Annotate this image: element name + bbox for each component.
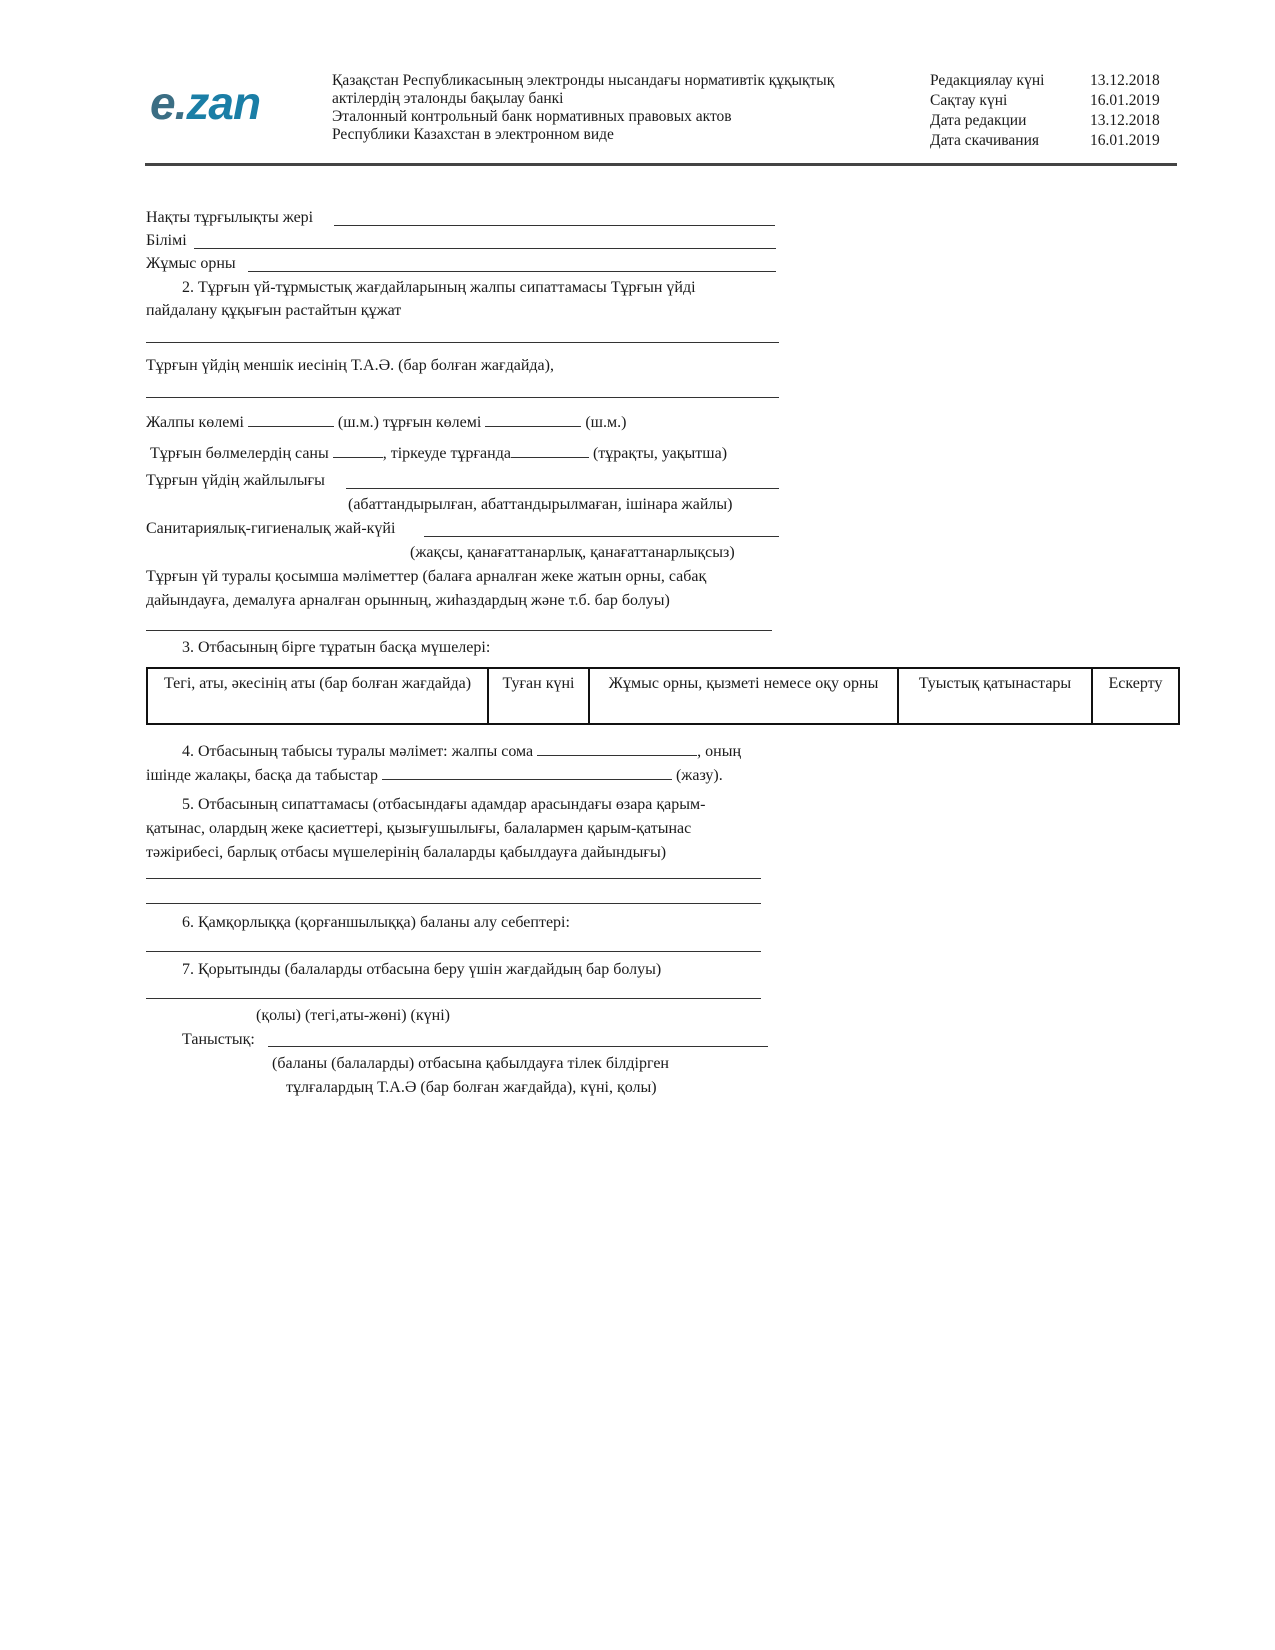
education-label: Білімі [146, 232, 187, 249]
comfort-blank [346, 488, 779, 489]
acquainted-label: Таныстық: [182, 1031, 255, 1048]
section6-heading: 6. Қамқорлыққа (қорғаншылыққа) баланы алу себептері: [182, 914, 570, 931]
workplace-blank [248, 271, 776, 272]
residence-label: Нақты тұрғылықты жері [146, 209, 314, 226]
living-area-blank [485, 410, 581, 427]
section4-heading: 4. Отбасының табысы туралы мәлімет: жалпы сома [182, 743, 534, 760]
comfort-label: Тұрғын үйдің жайлылығы [146, 472, 325, 489]
acquainted-blank [268, 1046, 768, 1047]
section2-heading-cont: пайдалану құқығын растайтын құжат [146, 302, 402, 319]
column-header-workplace: Жұмыс орны, қызметі немесе оқу орны [589, 668, 898, 724]
acquainted-hint: (баланы (балаларды) отбасына қабылдауға тілек білдірген [272, 1055, 669, 1072]
logo-prefix: e. [150, 77, 187, 129]
column-header-note: Ескерту [1092, 668, 1179, 724]
meta-value: 13.12.2018 [1090, 112, 1160, 129]
sanitary-label: Санитариялық-гигиеналық жай-күйі [146, 520, 396, 537]
area-row [146, 410, 626, 433]
header-title-kz-2: актілердің эталонды бақылау банкі [332, 90, 564, 107]
header-title-kz-1: Қазақстан Республикасының электронды нысандағы нормативтік құқықтық [332, 72, 835, 89]
section5-heading: 5. Отбасының сипаттамасы (отбасындағы адамдар арасындағы өзара қарым- [182, 796, 706, 813]
section4-row-2 [146, 763, 723, 786]
header-title-ru-2: Республики Казахстан в электронном виде [332, 126, 614, 143]
rooms-label: Тұрғын бөлмелердің саны [150, 445, 329, 462]
total-income-blank [537, 739, 697, 756]
section2-heading: 2. Тұрғын үй-тұрмыстық жағдайларының жалпы сипаттамасы Тұрғын үйді [182, 279, 696, 296]
section7-heading: 7. Қорытынды (балаларды отбасына беру үшін жағдайдың бар болуы) [182, 961, 662, 978]
registered-blank [511, 441, 589, 458]
meta-label: Дата редакции [930, 112, 1027, 129]
section5-heading-cont-2: тәжірибесі, барлық отбасы мүшелерінің балаларды қабылдауға дайындығы) [146, 844, 667, 861]
education-blank [194, 248, 776, 249]
meta-label: Дата скачивания [930, 132, 1040, 149]
signature-hint: (қолы) (тегі,аты-жөні) (күні) [256, 1007, 450, 1024]
section4-write-hint: (жазу). [675, 767, 723, 784]
column-header-relation: Туыстық қатынастары [898, 668, 1092, 724]
area-total-label: Жалпы көлемі [146, 414, 244, 431]
area-total-blank [248, 410, 334, 427]
acquainted-hint-cont: тұлғалардың Т.А.Ә (бар болған жағдайда), күні, қолы) [286, 1079, 657, 1096]
column-header-name: Тегі, аты, әкесінің аты (бар болған жағдайда) [147, 668, 488, 724]
section4-row [182, 739, 741, 762]
additional-info-blank [146, 630, 772, 631]
other-income-blank [382, 763, 672, 780]
ezan-logo [150, 78, 260, 128]
header-title-ru-1: Эталонный контрольный банк нормативных правовых актов [332, 108, 732, 125]
area-unit-2: (ш.м.) [585, 414, 627, 431]
meta-value: 16.01.2019 [1090, 92, 1160, 109]
section3-heading: 3. Отбасының бірге тұратын басқа мүшелері: [182, 639, 491, 656]
rooms-row [150, 441, 727, 464]
registered-hint: (тұрақты, уақытша) [592, 445, 728, 462]
header-divider [145, 163, 1177, 166]
section4-cont: , оның [697, 743, 742, 760]
reasons-blank [146, 951, 761, 952]
comfort-hint: (абаттандырылған, абаттандырылмаған, ішінара жайлы) [348, 496, 733, 513]
area-unit-1: (ш.м.) тұрғын көлемі [337, 414, 482, 431]
sanitary-blank [424, 536, 779, 537]
owner-label: Тұрғын үйдің меншік иесінің Т.А.Ә. (бар болған жағдайда), [146, 357, 554, 374]
column-header-birthdate: Туған күні [488, 668, 589, 724]
family-description-blank-1 [146, 878, 761, 879]
owner-blank [146, 397, 779, 398]
workplace-label: Жұмыс орны [146, 255, 236, 272]
family-description-blank-2 [146, 903, 761, 904]
sanitary-hint: (жақсы, қанағаттанарлық, қанағаттанарлықсыз) [410, 544, 735, 561]
rooms-blank [333, 441, 383, 458]
residence-blank [334, 225, 775, 226]
meta-value: 13.12.2018 [1090, 72, 1160, 89]
section5-heading-cont-1: қатынас, олардың жеке қасиеттері, қызығушылығы, балалармен қарым-қатынас [146, 820, 692, 837]
registered-label: , тіркеуде тұрғанда [382, 445, 511, 462]
document-blank [146, 342, 779, 343]
family-members-table [146, 667, 1180, 725]
table-header-row [147, 668, 1179, 724]
logo-suffix: zan [186, 77, 261, 129]
section4-other-label: ішінде жалақы, басқа да табыстар [146, 767, 378, 784]
meta-label: Сақтау күні [930, 92, 1008, 109]
meta-value: 16.01.2019 [1090, 132, 1160, 149]
additional-info-label: Тұрғын үй туралы қосымша мәліметтер (балаға арналған жеке жатын орны, сабақ [146, 568, 707, 585]
additional-info-label-cont: дайындауға, демалуға арналған орынның, жиһаздардың және т.б. бар болуы) [146, 592, 670, 609]
meta-label: Редакциялау күні [930, 72, 1045, 89]
conclusion-blank [146, 998, 761, 999]
